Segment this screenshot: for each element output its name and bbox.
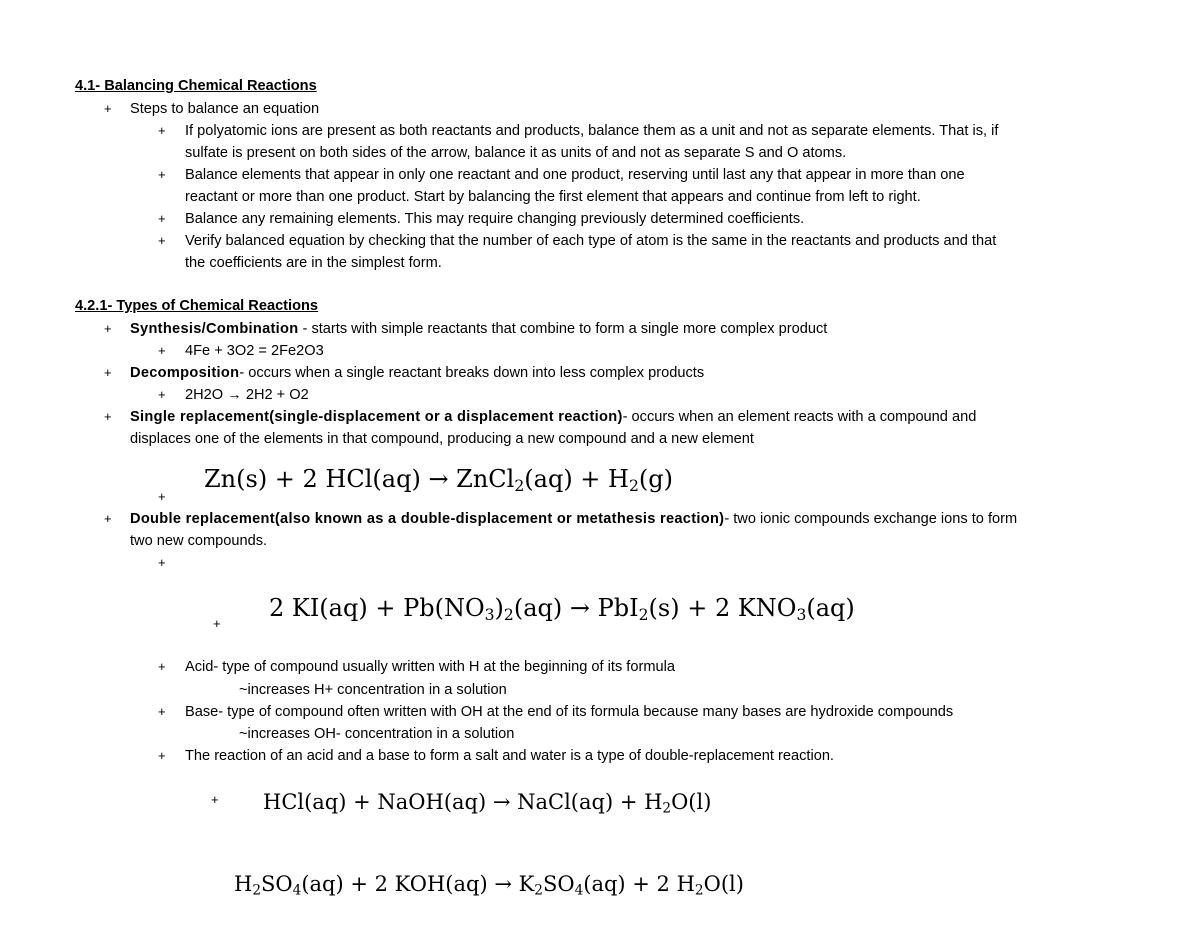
synthesis-item [130, 318, 827, 340]
acid-definition: Acid- type of compound usually written with H at the beginning of its formula [185, 659, 675, 675]
bullet-marker: + [158, 748, 166, 763]
bullet-marker: + [104, 101, 112, 116]
section-heading-types: 4.2.1- Types of Chemical Reactions [75, 298, 319, 314]
section-heading-balancing: 4.1- Balancing Chemical Reactions [75, 78, 317, 94]
bullet-marker: + [158, 489, 166, 504]
neutralization-text: The reaction of an acid and a base to form a salt and water is a type of double-replacement reaction. [185, 748, 834, 764]
decomposition-example: 2H2O → 2H2 + O2 [185, 387, 309, 403]
bullet-marker: + [213, 616, 221, 631]
bullet-marker: + [158, 167, 166, 182]
neutralization-equation-2: $H_2SO_4(aq) + 2$ $KOH(aq) \to K_2SO_4(aq) + 2$ $H_2O(l)$ [234, 872, 744, 899]
step-4-line-2: the coefficients are in the simplest form. [185, 255, 442, 271]
bullet-marker: + [158, 704, 166, 719]
step-2-line-1: Balance elements that appear in only one reactant and one product, reserving until last any that appear in more than one [185, 167, 965, 183]
double-replacement-desc: - two ionic compounds exchange ions to form [724, 511, 1018, 527]
steps-label: Steps to balance an equation [130, 101, 320, 117]
step-4-line-1: Verify balanced equation by checking that the number of each type of atom is the same in the reactants and products and that [185, 233, 997, 249]
bullet-marker: + [158, 123, 166, 138]
step-1-line-2: sulfate is present on both sides of the arrow, balance it as units of and not as separate S and O atoms. [185, 145, 847, 161]
synthesis-desc: - starts with simple reactants that combine to form a single more complex product [298, 321, 828, 337]
bullet-marker: + [158, 233, 166, 248]
bullet-marker: + [158, 211, 166, 226]
bullet-marker: + [211, 792, 219, 807]
single-replacement-equation: Zn(s) + 2 HCl(aq) → ZnCl$_2$(aq) + $H_2(g)$ [204, 465, 673, 495]
synthesis-example: 4Fe + 3O2 = 2Fe2O3 [185, 343, 324, 359]
double-replacement-term: Double replacement(also known as a double-displacement or metathesis reaction) [130, 511, 725, 527]
base-definition: Base- type of compound often written with OH at the end of its formula because many bases are hydroxide compounds [185, 704, 954, 720]
bullet-marker: + [104, 321, 112, 336]
decomposition-item [130, 362, 704, 384]
bullet-marker: + [158, 555, 166, 570]
bullet-marker: + [104, 409, 112, 424]
single-replacement-desc: - occurs when an element reacts with a compound and [622, 409, 977, 425]
decomposition-desc: - occurs when a single reactant breaks down into less complex products [239, 365, 705, 381]
synthesis-term: Synthesis/Combination [130, 321, 299, 337]
single-replacement-term: Single replacement(single-displacement or a displacement reaction) [130, 409, 623, 425]
step-2-line-2: reactant or more than one product. Start by balancing the first element that appears and continue from left to right. [185, 189, 921, 205]
single-replacement-item [130, 406, 976, 428]
bullet-marker: + [104, 365, 112, 380]
bullet-marker: + [158, 387, 166, 402]
step-3-line-1: Balance any remaining elements. This may require changing previously determined coefficients. [185, 211, 805, 227]
double-replacement-equation: 2 $KI(aq) + Pb(NO_3)_2(aq) \to PbI_2(s) + 2$ $KNO_3(aq)$ [269, 594, 855, 624]
base-note: ~increases OH- concentration in a solution [239, 726, 515, 742]
acid-note: ~increases H+ concentration in a solution [239, 682, 507, 698]
neutralization-equation-1: HCl(aq) + NaOH(aq) → NaCl(aq) + $H_2O(l)$ [263, 790, 712, 817]
double-replacement-desc-2: two new compounds. [130, 533, 268, 549]
decomposition-term: Decomposition [130, 365, 240, 381]
single-replacement-desc-2: displaces one of the elements in that compound, producing a new compound and a new element [130, 431, 754, 447]
bullet-marker: + [158, 659, 166, 674]
bullet-marker: + [104, 511, 112, 526]
step-1-line-1: If polyatomic ions are present as both reactants and products, balance them as a unit and not as separate elements. That is, if [185, 123, 999, 139]
double-replacement-item [130, 508, 1017, 530]
bullet-marker: + [158, 343, 166, 358]
